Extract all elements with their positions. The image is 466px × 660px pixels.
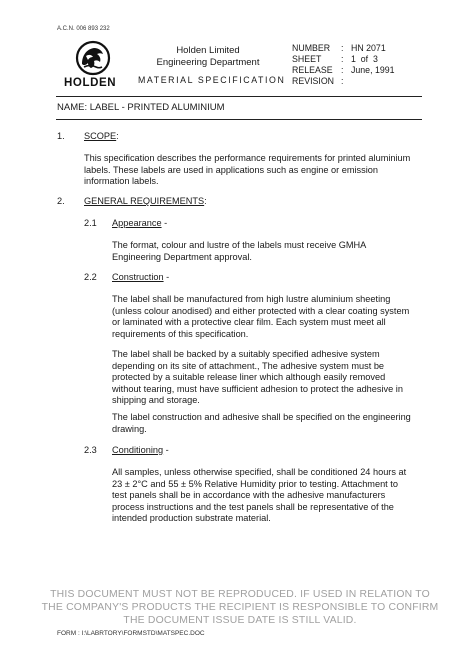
meta-label: RELEASE xyxy=(292,65,333,75)
meta-value: 1 of 3 xyxy=(351,54,378,64)
meta-label: REVISION xyxy=(292,76,335,86)
document-name: NAME: LABEL - PRINTED ALUMINIUM xyxy=(57,102,225,113)
subsection-heading-appearance: Appearance - xyxy=(112,218,168,228)
subsection-title: Appearance xyxy=(112,218,162,228)
holden-logo-word: HOLDEN xyxy=(64,77,117,89)
subsection-title: Conditioning xyxy=(112,445,164,455)
section-title: GENERAL REQUIREMENTS xyxy=(84,196,205,206)
meta-label: SHEET xyxy=(292,54,322,64)
meta-value: June, 1991 xyxy=(351,65,395,75)
subsection-heading-construction: Construction - xyxy=(112,272,170,282)
section-heading-scope: SCOPE: xyxy=(84,131,119,141)
department-name: Engineering Department xyxy=(156,57,260,68)
section-number: 2. xyxy=(57,196,65,206)
appearance-paragraph: The format, colour and lustre of the labels must receive GMHA Engineering Department approval. xyxy=(112,240,366,262)
meta-release-row xyxy=(292,65,395,76)
document-meta xyxy=(292,43,395,87)
subsection-number: 2.2 xyxy=(84,272,97,282)
meta-colon: : xyxy=(341,65,344,75)
company-block xyxy=(140,45,276,69)
section-title: SCOPE xyxy=(84,131,117,141)
company-name: Holden Limited xyxy=(176,45,240,56)
subsection-number: 2.3 xyxy=(84,445,97,455)
meta-colon: : xyxy=(341,43,344,53)
construction-paragraph-3: The label construction and adhesive shall be specified on the engineering drawing. xyxy=(112,412,411,434)
reproduction-notice: THIS DOCUMENT MUST NOT BE REPRODUCED. IF USED IN RELATION TO THE COMPANY'S PRODUCTS THE RECIPIENT IS RESPONSIBLE TO CONFIRM THE DOCUMENT ISSUE DATE IS STILL VALID. xyxy=(41,589,439,626)
conditioning-paragraph: All samples, unless otherwise specified, shall be conditioned 24 hours at 23 ± 2°C and 55 ± 5% Relative Humidity prior to testing. Attachment to test panels shall be in accordance with the adhesive manufacturers process instructions and the test panels shall be representative of the intended production substrate material. xyxy=(112,467,407,524)
meta-colon: : xyxy=(341,54,344,64)
construction-paragraph-2: The label shall be backed by a suitably specified adhesive system depending on its site of attachment., The adhesive system must be protected by a suitable release liner which although easily removed without tearing, must have sufficient adhesion to protect the adhesive in shipping and storage. xyxy=(112,349,403,406)
meta-revision-row xyxy=(292,76,395,87)
meta-sheet-row xyxy=(292,54,395,65)
meta-number-row xyxy=(292,43,395,54)
construction-paragraph-1: The label shall be manufactured from high lustre aluminium sheeting (unless colour anodised) and either protected with a clear coating system or laminated with a protective clear film. Each system must meet all requirements of this specification. xyxy=(112,294,410,339)
meta-label: NUMBER xyxy=(292,43,331,53)
scope-paragraph: This specification describes the performance requirements for printed aluminium labels. These labels are used in applications such as engine or emission information labels. xyxy=(84,153,411,187)
header-divider-top xyxy=(56,96,422,97)
header-divider-bottom xyxy=(56,119,422,120)
subsection-title: Construction xyxy=(112,272,164,282)
specification-title: MATERIAL SPECIFICATION xyxy=(138,75,286,85)
section-number: 1. xyxy=(57,131,65,141)
acn-number: A.C.N. 006 893 232 xyxy=(57,26,110,32)
meta-colon: : xyxy=(341,76,344,86)
subsection-number: 2.1 xyxy=(84,218,97,228)
section-heading-general: GENERAL REQUIREMENTS: xyxy=(84,196,207,206)
meta-value: HN 2071 xyxy=(351,43,386,53)
subsection-heading-conditioning: Conditioning - xyxy=(112,445,169,455)
form-path: FORM : I:\LABRTORY\FORMSTD\MATSPEC.DOC xyxy=(57,630,205,637)
